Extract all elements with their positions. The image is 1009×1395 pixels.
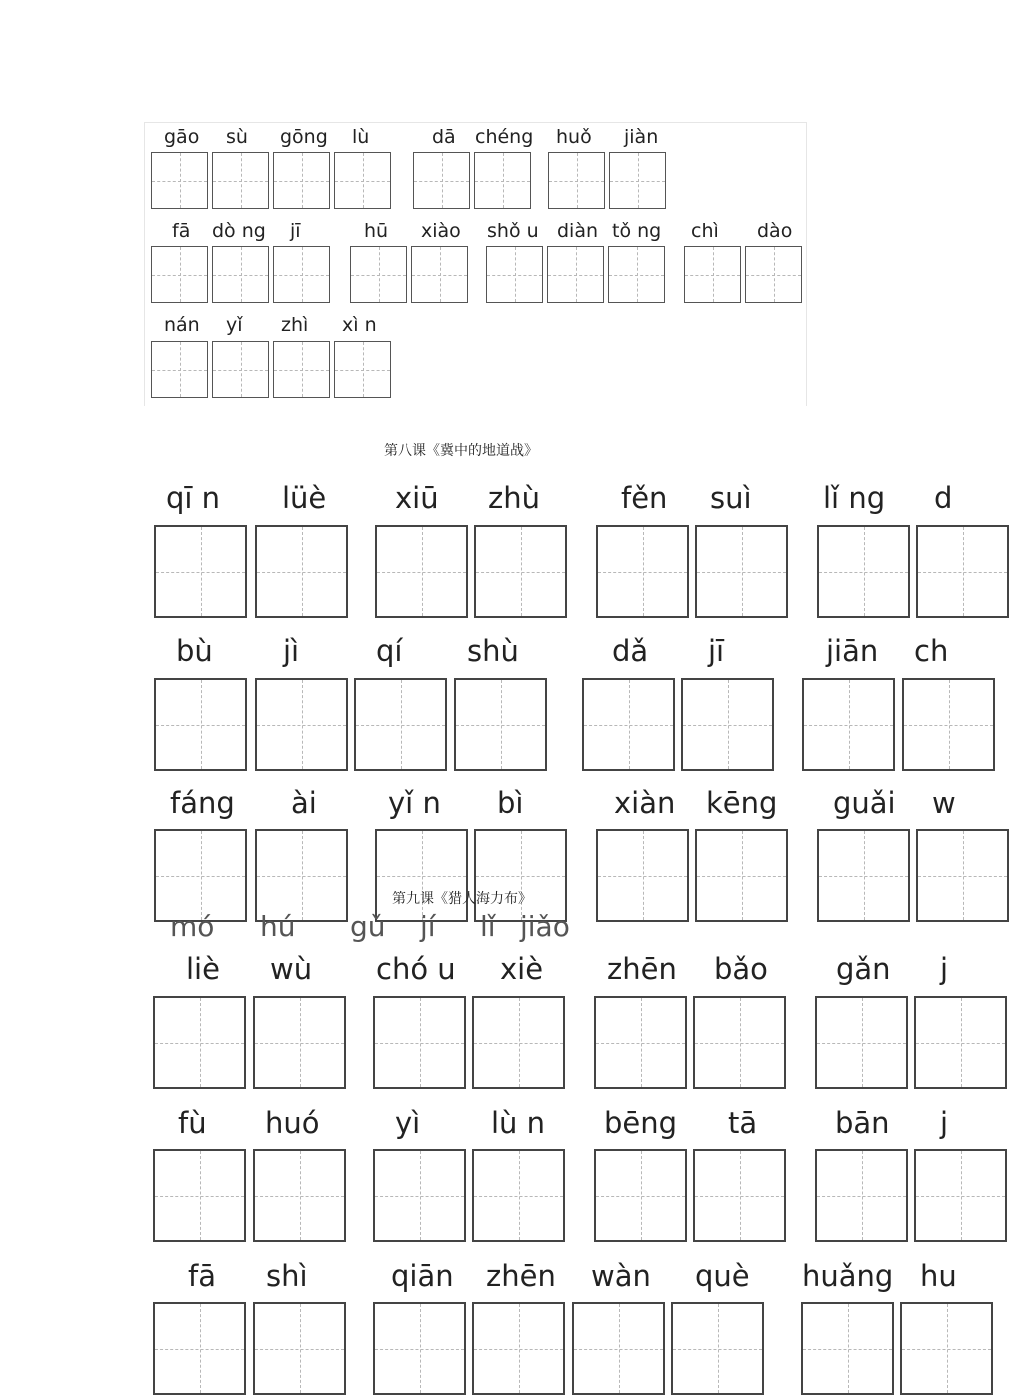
pinyin-label: fā [172,220,191,242]
writing-box[interactable] [594,996,687,1089]
pinyin-label: diàn [557,220,599,242]
writing-box[interactable] [253,1302,346,1395]
pinyin-label: j [940,1106,949,1140]
writing-box[interactable] [153,996,246,1089]
pinyin-label: fā [188,1259,216,1293]
pinyin-label: j [940,952,949,986]
writing-box[interactable] [153,1302,246,1395]
pinyin-label: xiè [500,952,544,986]
writing-box[interactable] [373,996,466,1089]
writing-box[interactable] [671,1302,764,1395]
pinyin-label: jì [283,634,300,668]
pinyin-label: zhù [488,481,540,515]
pinyin-label: wàn [591,1259,651,1293]
pinyin-label: dǎ [612,634,649,668]
writing-box[interactable] [472,1302,565,1395]
pinyin-label: chó u [376,952,456,986]
pinyin-label: guǎi [833,786,896,820]
pinyin-label: bù [176,634,213,668]
pinyin-label: lǐ [480,910,496,943]
pinyin-label: tā [728,1106,758,1140]
pinyin-label: wù [270,952,313,986]
writing-box[interactable] [801,1302,894,1395]
pinyin-label: suì [710,481,752,515]
pinyin-label: d [934,481,953,515]
pinyin-label: huó [265,1106,320,1140]
pinyin-label: shì [266,1259,308,1293]
pinyin-label: ài [291,786,317,820]
pinyin-label: yǐ [226,314,243,336]
writing-box[interactable] [572,1302,665,1395]
pinyin-label: dò ng [212,220,266,242]
pinyin-label: gǔ [350,910,386,943]
pinyin-label: kēng [706,786,778,820]
pinyin-label: dào [757,220,793,242]
lesson-8-caption: 第八课《冀中的地道战》 [384,443,538,459]
writing-box[interactable] [914,996,1007,1089]
pinyin-label: jī [290,220,301,242]
pinyin-label: hū [364,220,389,242]
pinyin-label: lù n [491,1106,546,1140]
pinyin-label: bān [835,1106,890,1140]
pinyin-label: zhēn [607,952,677,986]
writing-box[interactable] [373,1302,466,1395]
pinyin-label: fù [178,1106,207,1140]
pinyin-label: fěn [621,481,668,515]
pinyin-label: dā [432,126,456,148]
pinyin-label: shù [467,634,519,668]
writing-box[interactable] [693,996,786,1089]
pinyin-label: huǒ [556,126,592,148]
pinyin-label: zhēn [486,1259,556,1293]
writing-box[interactable] [594,1149,687,1242]
pinyin-label: yì [395,1106,421,1140]
pinyin-label: hú [260,910,296,943]
pinyin-label: bì [497,786,524,820]
writing-box[interactable] [914,1149,1007,1242]
writing-box[interactable] [373,1149,466,1242]
writing-box[interactable] [153,1149,246,1242]
pinyin-label: chéng [475,126,534,148]
pinyin-label: qí [376,634,403,668]
writing-box[interactable] [693,1149,786,1242]
pinyin-label: jiǎo [520,910,570,943]
writing-box[interactable] [900,1302,993,1395]
pinyin-label: mó [170,910,215,943]
writing-box[interactable] [815,1149,908,1242]
pinyin-label: liè [186,952,220,986]
pinyin-label: chì [691,220,719,242]
pinyin-label: gōng [280,126,328,148]
pinyin-label: hu [920,1259,957,1293]
pinyin-label: què [695,1259,750,1293]
pinyin-label: gǎn [836,952,891,986]
pinyin-label: yǐ n [388,786,441,820]
pinyin-label: zhì [281,314,309,336]
pinyin-label: xiàn [614,786,676,820]
pinyin-label: jí [420,910,436,943]
lesson-9-caption: 第九课《猎人海力布》 [392,891,532,907]
pinyin-label: qiān [391,1259,454,1293]
pinyin-label: sù [226,126,248,148]
pinyin-label: ch [914,634,949,668]
pinyin-label: shǒ u [487,220,539,242]
writing-box[interactable] [815,996,908,1089]
pinyin-label: xì n [342,314,377,336]
pinyin-label: bēng [604,1106,678,1140]
pinyin-label: lù [352,126,370,148]
pinyin-label: lüè [282,481,327,515]
pinyin-label: xiào [421,220,461,242]
pinyin-label: qī n [166,481,221,515]
pinyin-label: huǎng [802,1259,894,1293]
writing-box[interactable] [472,996,565,1089]
pinyin-label: bǎo [714,952,768,986]
pinyin-label: lǐ ng [823,481,886,515]
pinyin-label: jiàn [624,126,659,148]
writing-box[interactable] [253,1149,346,1242]
pinyin-label: nán [164,314,200,336]
writing-box[interactable] [253,996,346,1089]
pinyin-label: w [932,786,956,820]
pinyin-label: tǒ ng [612,220,662,242]
pinyin-label: jī [708,634,725,668]
pinyin-label: fáng [170,786,235,820]
pinyin-label: jiān [826,634,879,668]
pinyin-label: gāo [164,126,200,148]
pinyin-label: xiū [395,481,439,515]
writing-box[interactable] [472,1149,565,1242]
